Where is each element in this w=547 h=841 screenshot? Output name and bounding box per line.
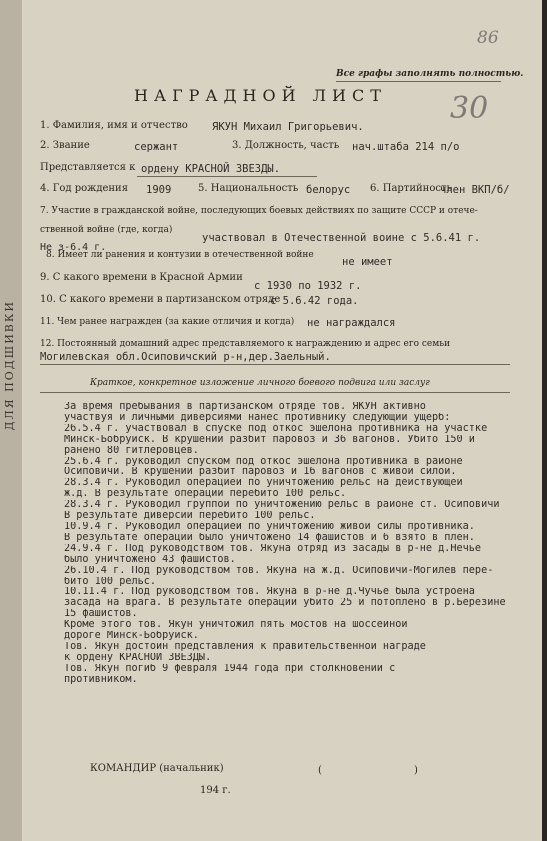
field-7-label-line2: ственной войне (где, когда) — [40, 225, 173, 235]
narrative-line: 26.10.4 г. Под руководством тов. Якуна на ж.д. Осиповичи-Могилев пере- — [64, 565, 494, 576]
page-title: НАГРАДНОЙ ЛИСТ — [134, 86, 387, 105]
narrative-line: Минск-Бобруйск. В крушении разбит паровоз и 36 вагонов. Убито 150 и — [64, 434, 475, 445]
narrative-line: 15 фашистов. — [64, 609, 138, 620]
section-heading: Краткое, конкретное изложение личного боевого подвига или заслуг — [90, 378, 430, 388]
field-12-label: 12. Постоянный домашний адрес представляемого к награждению и адрес его семьи — [40, 339, 451, 349]
field-5-label: 5. Национальность — [198, 183, 299, 194]
narrative-line: Осиповичи. В крушении разбит паровоз и 16 вагонов с живой силой. — [64, 467, 457, 478]
narrative-line: участвуя и личными диверсиями нанес противнику следующий ущерб: — [64, 412, 451, 423]
award-sheet — [22, 0, 542, 841]
field-4-value: 1909 — [146, 184, 172, 196]
narrative-line: ж.д. В результате операции перебито 100 рельс. — [64, 489, 347, 500]
narrative-line: 24.9.4 г. Под руководством тов. Якуна отряд из засады в р-не д.Нечье — [64, 543, 482, 554]
field-8-label: 8. Имеет ли ранения и контузии в отечественной войне — [46, 250, 314, 260]
handwritten-stamp: 30 — [450, 91, 489, 126]
narrative-text — [64, 402, 524, 686]
field-5-value: белорус — [306, 184, 351, 196]
narrative-line: бито 100 рельс. — [64, 576, 157, 587]
narrative-line: За время пребывания в партизанском отряде тов. ЯКУН активно — [64, 402, 426, 412]
commander-label: КОМАНДИР (начальник) — [90, 763, 224, 774]
signature-paren-open: ( — [318, 765, 322, 776]
narrative-line: к ордену КРАСНОЙ ЗВЕЗДЫ. — [64, 652, 212, 663]
field-4-label: 4. Год рождения — [40, 183, 129, 194]
header-note: Все графы заполнять полностью. — [336, 69, 524, 79]
narrative-line: В результате операции было уничтожено 14 фашистов и 6 взято в плен. — [64, 532, 475, 543]
field-1-value: ЯКУН Михаил Григорьевич. — [212, 121, 364, 133]
narrative-line: дороге Минск-Бобруйск. — [64, 631, 199, 642]
narrative-line: ранено 80 гитлеровцев. — [64, 445, 199, 456]
field-1-label: 1. Фамилия, имя и отчество — [40, 120, 188, 131]
narrative-line: 26.5.4 г. участвовал в спуске под откос эшелона противника на участке — [64, 423, 488, 434]
presented-label: Представляется к — [40, 162, 136, 173]
field-6-label: 6. Партийность — [370, 183, 452, 194]
field-2-label: 2. Звание — [40, 140, 90, 151]
narrative-line: Тов. Якун погиб 9 февраля 1944 года при столкновении с — [64, 663, 396, 674]
field-10-value: с 5.6.42 года. — [270, 295, 359, 307]
field-7-value: участвовал в Отечественной воине с 5.6.41 г. — [202, 232, 481, 244]
field-8-prefix: Не з-6.4 г. — [40, 242, 107, 253]
year-label: 194 г. — [200, 785, 231, 796]
narrative-line: Кроме этого тов. Якун уничтожил пять мостов на шоссейной — [64, 620, 408, 631]
narrative-line: засада на врага. В результате операции убито 25 и потоплено в р.Березине — [64, 598, 506, 609]
narrative-line: противником. — [64, 674, 138, 685]
narrative-line: В результате диверсии перебито 100 рельс. — [64, 511, 316, 522]
narrative-line: 28.3.4 г. Руководил группой по уничтожению рельс в районе ст. Осиповичи — [64, 500, 500, 511]
field-7-label-line1: 7. Участие в гражданской войне, последующих боевых действиях по защите СССР и отече- — [40, 206, 478, 216]
narrative-line: 25.6.4 г. руководил спуском под откос эшелона противника в районе — [64, 456, 463, 467]
field-11-label: 11. Чем ранее награжден (за какие отличия и когда) — [40, 317, 295, 327]
narrative-line: Тов. Якун достоин представления к правительственной награде — [64, 641, 426, 652]
field-2-value: сержант — [134, 141, 179, 153]
binding-label: ДЛЯ ПОДШИВКИ — [3, 300, 16, 431]
field-6-value: член ВКП/б/ — [440, 184, 510, 196]
narrative-line: 28.3.4 г. Руководил операцией по уничтожению рельс на действующей — [64, 478, 463, 489]
field-9-label: 9. С какого времени в Красной Армии — [40, 272, 243, 283]
presented-value: ордену КРАСНОЙ ЗВЕЗДЫ. — [141, 163, 281, 175]
narrative-line: 10.11.4 г. Под руководством тов. Якуна в р-не д.Чучье была устроена — [64, 587, 475, 598]
field-9-value: с 1930 по 1932 г. — [254, 280, 362, 292]
narrative-line: 10.9.4 г. Руководил операцией по уничтожению живой силы противника. — [64, 521, 475, 532]
field-8-value: не имеет — [342, 256, 393, 268]
field-3-label: 3. Должность, часть — [232, 140, 340, 151]
narrative-line: было уничтожено 43 фашистов. — [64, 554, 236, 565]
binding-margin — [0, 0, 23, 841]
field-12-value: Могилевская обл.Осиповичский р-н,дер.Заельный. — [40, 351, 331, 363]
signature-paren-close: ) — [414, 765, 418, 776]
field-3-value: нач.штаба 214 п/о — [352, 141, 460, 153]
field-11-value: не награждался — [307, 317, 396, 329]
handwritten-page-number: 86 — [477, 28, 499, 48]
field-10-label: 10. С какого времени в партизанском отряде — [40, 294, 281, 305]
